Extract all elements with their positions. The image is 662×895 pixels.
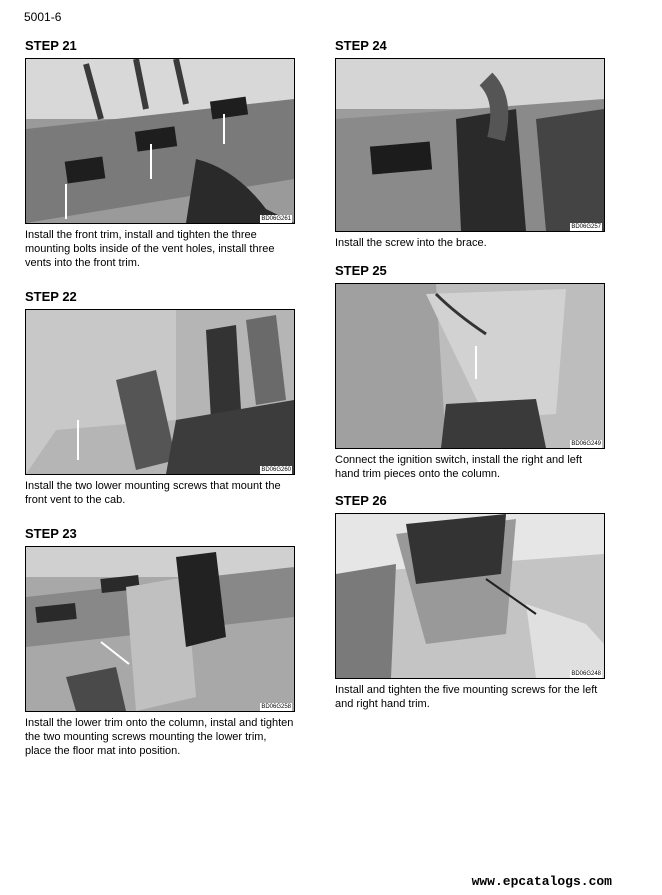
figure-code: BD06G257 — [571, 224, 601, 230]
page-number: 5001-6 — [24, 10, 62, 24]
figure-code: BD06G260 — [261, 467, 291, 473]
step-26-photo — [335, 513, 605, 679]
step-22-photo — [25, 309, 295, 475]
step-caption: Install the front trim, install and tighten the three mounting bolts inside of the vent holes, install three vents into the front trim. — [25, 229, 275, 269]
step-title: STEP 23 — [25, 526, 77, 541]
step-title: STEP 21 — [25, 38, 77, 53]
right-column — [335, 38, 605, 711]
step-25-photo — [335, 283, 605, 449]
figure-code: BD06G248 — [571, 671, 601, 677]
step-21-photo — [25, 58, 295, 224]
left-column — [25, 38, 295, 758]
step-caption: Install and tighten the five mounting screws for the left and right hand trim. — [335, 684, 598, 710]
step-24 — [335, 38, 605, 250]
step-caption: Install the two lower mounting screws that mount the front vent to the cab. — [25, 480, 281, 506]
step-23-photo — [25, 546, 295, 712]
step-title: STEP 25 — [335, 263, 387, 278]
step-23 — [25, 526, 295, 758]
figure-code: BD06G258 — [261, 704, 291, 710]
step-22 — [25, 289, 295, 507]
step-21 — [25, 38, 295, 270]
step-24-photo — [335, 58, 605, 232]
step-caption: Connect the ignition switch, install the right and left hand trim pieces onto the column. — [335, 454, 583, 480]
watermark: www.epcatalogs.com — [471, 874, 612, 889]
figure-code: BD06G261 — [261, 216, 291, 222]
step-title: STEP 26 — [335, 493, 387, 508]
step-title: STEP 22 — [25, 289, 77, 304]
step-25 — [335, 263, 605, 481]
figure-code: BD06G249 — [571, 441, 601, 447]
step-caption: Install the lower trim onto the column, instal and tighten the two mounting screws mounting the lower trim, place the floor mat into position. — [25, 717, 294, 757]
step-caption: Install the screw into the brace. — [335, 237, 487, 249]
step-title: STEP 24 — [335, 38, 387, 53]
step-26 — [335, 493, 605, 711]
